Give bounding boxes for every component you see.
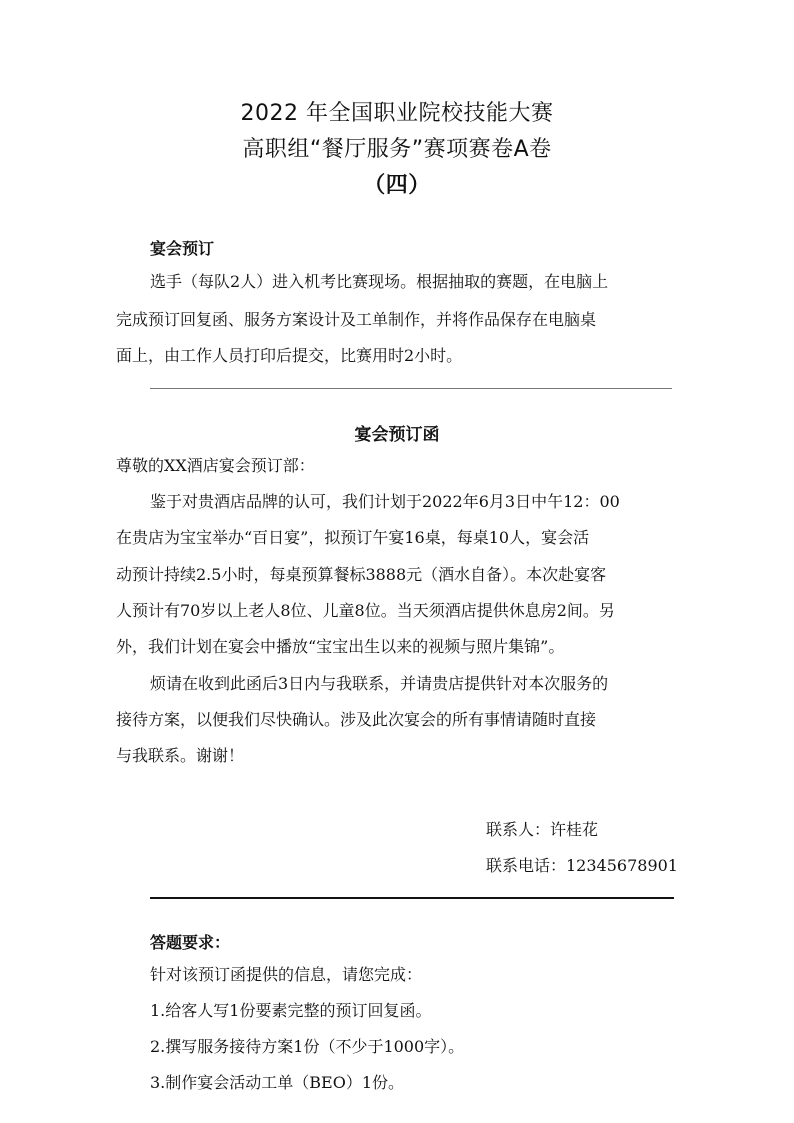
section-heading: 宴会预订: [150, 239, 215, 258]
divider-line: [150, 388, 672, 389]
letter-body-line: 外，我们计划在宴会中播放“宝宝出生以来的视频与照片集锦”。: [116, 637, 565, 656]
letter-body-line: 烦请在收到此函后3日内与我联系，并请贵店提供针对本次服务的: [150, 674, 609, 693]
contact-person: 联系人：许桂花: [486, 820, 599, 839]
competition-title: 2022 年全国职业院校技能大赛: [240, 101, 554, 126]
letter-body-line: 接待方案，以便我们尽快确认。涉及此次宴会的所有事情请随时直接: [116, 710, 597, 729]
requirements-intro: 针对该预订函提供的信息，请您完成：: [150, 965, 423, 984]
letter-title: 宴会预订函: [354, 425, 440, 445]
requirement-item: 1.给客人写1份要素完整的预订回复函。: [150, 1001, 432, 1020]
letter-body-line: 鉴于对贵酒店品牌的认可，我们计划于2022年6月3日中午12：00: [150, 492, 620, 511]
letter-salutation: 尊敬的XX酒店宴会预订部：: [116, 456, 315, 475]
letter-body-line: 在贵店为宝宝举办“百日宴”，拟预订午宴16桌，每桌10人，宴会活: [116, 528, 590, 547]
exam-volume-number: （四）: [363, 173, 431, 198]
requirements-heading: 答题要求：: [150, 933, 231, 952]
requirement-item: 2.撰写服务接待方案1份（不少于1000字）。: [150, 1037, 465, 1056]
task-instruction-line: 完成预订回复函、服务方案设计及工单制作，并将作品保存在电脑桌: [116, 310, 597, 329]
exam-subtitle: 高职组“餐厅服务”赛项赛卷A卷: [242, 137, 552, 162]
task-instruction-line: 面上，由工作人员打印后提交，比赛用时2小时。: [116, 346, 463, 365]
letter-body-line: 人预计有70岁以上老人8位、儿童8位。当天须酒店提供休息房2间。另: [116, 601, 615, 620]
letter-body-line: 与我联系。谢谢！: [116, 746, 245, 765]
contact-phone: 联系电话：12345678901: [486, 856, 678, 875]
requirement-item: 3.制作宴会活动工单（BEO）1份。: [150, 1073, 405, 1092]
divider-line: [150, 897, 674, 899]
letter-body-line: 动预计持续2.5小时，每桌预算餐标3888元（酒水自备）。本次赴宴客: [116, 565, 607, 584]
task-instruction-line: 选手（每队2人）进入机考比赛现场。根据抽取的赛题，在电脑上: [150, 272, 609, 291]
